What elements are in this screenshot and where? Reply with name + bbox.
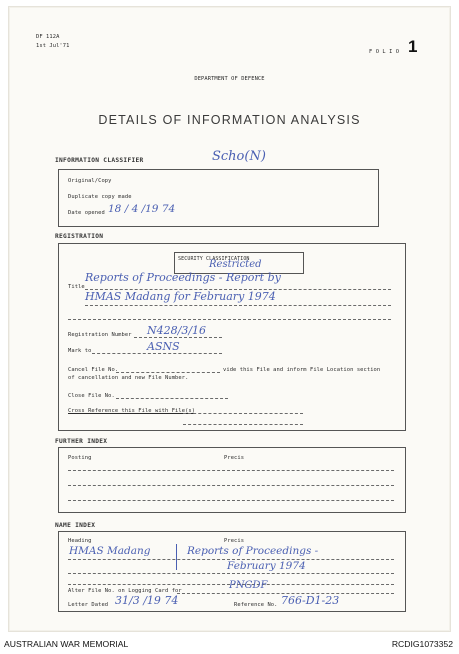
cancel-file-tail: vide this File and inform File Location section xyxy=(223,367,381,373)
form-code: DF 112A xyxy=(36,34,60,40)
section-label-name-index: NAME INDEX xyxy=(55,522,96,529)
heading-value: HMAS Madang xyxy=(69,545,151,557)
name-precis-line-1: Reports of Proceedings - xyxy=(187,545,319,557)
name-precis-label: Precis xyxy=(224,538,245,544)
section-label-further-index: FURTHER INDEX xyxy=(55,438,108,445)
section-label-classifier: INFORMATION CLASSIFIER xyxy=(55,157,144,164)
cross-reference-line-2 xyxy=(183,424,303,425)
page-title: DETAILS OF INFORMATION ANALYSIS xyxy=(98,113,361,127)
ink-divider-mark xyxy=(176,544,177,570)
name-index-box xyxy=(58,531,406,612)
footer-record-id: RCDIG1073352 xyxy=(391,639,453,649)
heading-label: Heading xyxy=(68,538,92,544)
section-label-registration: REGISTRATION xyxy=(55,233,104,240)
further-index-line-3 xyxy=(68,500,394,501)
close-file-line xyxy=(116,398,228,399)
title-label: Title xyxy=(68,284,85,290)
registration-number-value: N428/3/16 xyxy=(147,324,207,337)
registration-box xyxy=(58,243,406,431)
mark-to-line xyxy=(92,353,222,354)
further-index-box xyxy=(58,447,406,513)
title-line-2: HMAS Madang for February 1974 xyxy=(85,290,276,303)
title-underline-3 xyxy=(68,319,391,320)
precis-label: Precis xyxy=(224,455,245,461)
title-underline-2 xyxy=(85,305,391,306)
posting-label: Posting xyxy=(68,455,92,461)
cancel-file-label: Cancel File No. xyxy=(68,367,119,373)
date-opened-label: Date opened xyxy=(68,210,105,216)
reference-label: Reference No. xyxy=(234,602,278,608)
letter-dated-label: Letter Dated xyxy=(68,602,109,608)
classifier-box xyxy=(58,169,379,227)
reference-value: 766-D1-23 xyxy=(281,594,340,607)
cancel-file-note: of cancellation and new File Number. xyxy=(68,375,189,381)
classifier-value: Scho(N) xyxy=(212,149,266,164)
further-index-line-1 xyxy=(68,470,394,471)
name-index-line-2 xyxy=(68,573,394,574)
cancel-file-line xyxy=(116,372,220,373)
document-page xyxy=(8,6,451,632)
footer-archive-name: AUSTRALIAN WAR MEMORIAL xyxy=(4,639,129,649)
registration-number-line xyxy=(134,337,222,338)
duplicate-label: Duplicate copy made xyxy=(68,194,132,200)
mark-to-label: Mark to xyxy=(68,348,92,354)
title-line-1: Reports of Proceedings - Report by xyxy=(85,271,281,284)
folio-label: F O L I O xyxy=(369,49,400,55)
date-opened-value: 18 / 4 /19 74 xyxy=(108,203,176,215)
cross-reference-line-1 xyxy=(183,413,303,414)
name-precis-line-2: February 1974 xyxy=(227,560,306,572)
cross-reference-label: Cross Reference this File with File(s) xyxy=(68,408,196,414)
alter-file-label: Alter File No. on Logging Card for xyxy=(68,588,182,594)
security-value: Restricted xyxy=(209,259,262,270)
department-name: DEPARTMENT OF DEFENCE xyxy=(194,76,265,82)
folio-number: 1 xyxy=(408,37,418,56)
mark-to-value: ASNS xyxy=(147,340,180,353)
letter-dated-value: 31/3 /19 74 xyxy=(115,594,179,607)
registration-number-label: Registration Number xyxy=(68,332,132,338)
alter-file-value: PNGDF xyxy=(229,580,268,591)
close-file-label: Close File No. xyxy=(68,393,115,399)
form-date: 1st Jul'71 xyxy=(36,43,70,49)
security-label: SECURITY CLASSIFICATION xyxy=(178,256,250,262)
original-copy-label: Original/Copy xyxy=(68,178,112,184)
further-index-line-2 xyxy=(68,485,394,486)
